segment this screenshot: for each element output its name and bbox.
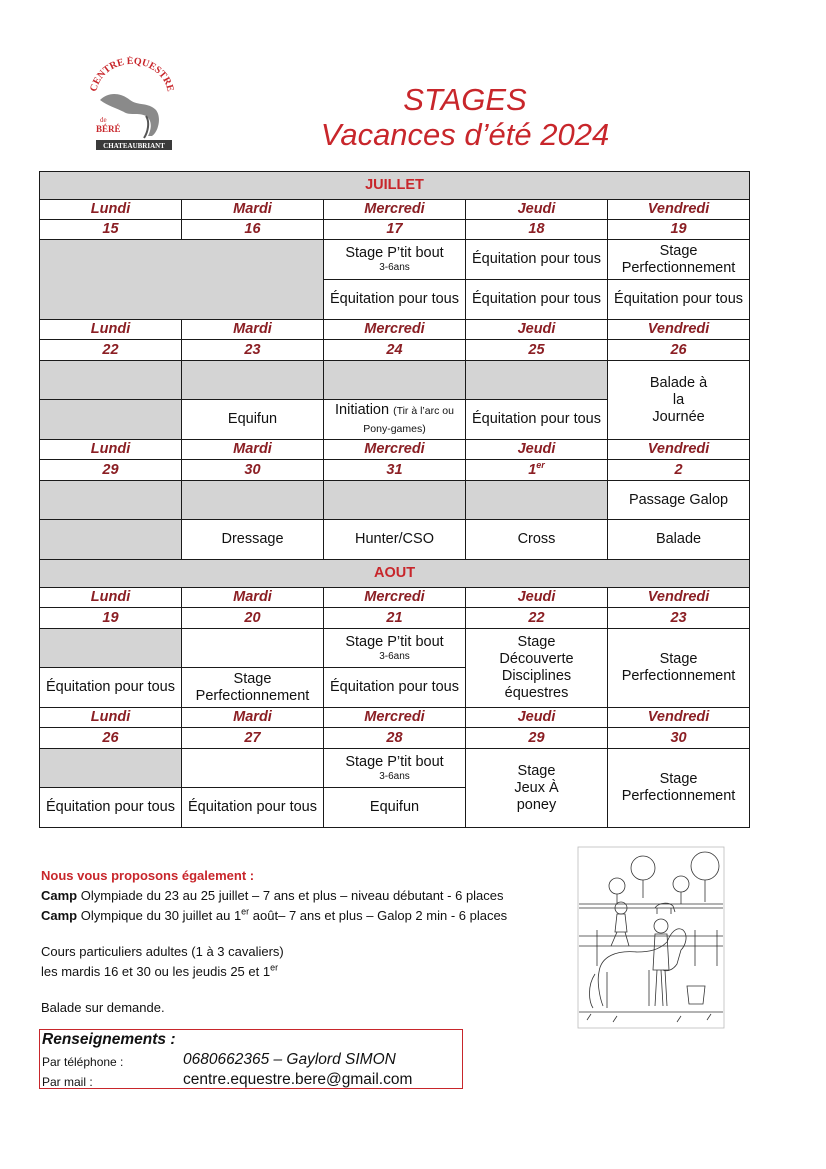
activity-label: Initiation	[335, 401, 390, 418]
mail-value: centre.equestre.bere@gmail.com	[183, 1071, 413, 1088]
activity-cell: Hunter/CSO	[324, 520, 466, 560]
date: 30	[608, 728, 750, 749]
activity-detail: (Tir à l’arc ou Pony-games)	[363, 404, 454, 435]
date: 30	[182, 460, 324, 481]
activity-cell: Balade	[608, 520, 750, 560]
empty-cell	[324, 481, 466, 520]
empty-cell	[40, 361, 182, 400]
day-name: Mercredi	[324, 320, 466, 340]
empty-cell	[182, 629, 324, 668]
activity-cell	[608, 749, 750, 828]
activity-age: 3-6ans	[379, 770, 410, 782]
activity-label: Stage Perfectionnement	[621, 771, 736, 804]
private-lessons-dates	[41, 962, 581, 982]
lesson-dates: les mardis 16 et 30 ou les jeudis 25 et 1	[41, 964, 271, 979]
balade-line: Balade sur demande.	[41, 1000, 165, 1015]
date: 28	[324, 728, 466, 749]
empty-cell	[182, 749, 324, 788]
day-name: Vendredi	[608, 708, 750, 728]
horse-riding-illustration	[577, 846, 725, 1029]
activity-cell	[466, 749, 608, 828]
svg-text:CENTRE ÉQUESTRE: CENTRE ÉQUESTRE	[88, 56, 176, 93]
day-name: Vendredi	[608, 588, 750, 608]
camp-detail: Olympique du 30 juillet au 1	[77, 908, 242, 923]
empty-cell	[466, 361, 608, 400]
day-names-row	[40, 320, 750, 340]
day-name: Mercredi	[324, 200, 466, 220]
activity-label: Stage P’tit bout	[345, 753, 444, 770]
day-name: Mardi	[182, 200, 324, 220]
empty-cell	[324, 361, 466, 400]
activity-cell: Équitation pour tous	[608, 280, 750, 320]
svg-text:de: de	[100, 116, 107, 124]
activity-cell	[182, 668, 324, 708]
day-name: Mardi	[182, 440, 324, 460]
page-title: STAGES	[403, 82, 527, 117]
activity-cell: Passage Galop	[608, 481, 750, 520]
date: 26	[608, 340, 750, 361]
day-name: Jeudi	[466, 200, 608, 220]
dates-row	[40, 728, 750, 749]
date: 29	[40, 460, 182, 481]
activity-label: Stage Découverte Disciplines équestres	[499, 634, 574, 701]
empty-cell	[40, 481, 182, 520]
empty-cell	[40, 240, 324, 320]
date: 29	[466, 728, 608, 749]
day-name: Mardi	[182, 320, 324, 340]
month-header-juillet: JUILLET	[40, 172, 750, 200]
day-name: Jeudi	[466, 320, 608, 340]
day-name: Mercredi	[324, 588, 466, 608]
date: 19	[40, 608, 182, 629]
date: 20	[182, 608, 324, 629]
activity-cell: Équitation pour tous	[40, 668, 182, 708]
dates-row	[40, 220, 750, 240]
date: 21	[324, 608, 466, 629]
empty-cell	[182, 481, 324, 520]
date-value: 1	[528, 461, 537, 478]
day-name: Lundi	[40, 588, 182, 608]
day-names-row	[40, 440, 750, 460]
date: 26	[40, 728, 182, 749]
empty-cell	[40, 400, 182, 440]
day-name: Lundi	[40, 708, 182, 728]
activity-cell	[608, 361, 750, 440]
activity-cell: Équitation pour tous	[40, 788, 182, 828]
activity-label: Stage Jeux À poney	[514, 762, 559, 813]
activity-cell: Équitation pour tous	[466, 240, 608, 280]
camp-line-2	[41, 906, 581, 926]
camp-word: Camp	[41, 908, 78, 923]
svg-text:BÉRÉ: BÉRÉ	[96, 124, 121, 134]
activity-label: Stage P’tit bout	[345, 633, 444, 650]
activity-cell: Stage Perfectionnement	[608, 240, 750, 280]
day-name: Jeudi	[466, 440, 608, 460]
day-name: Mercredi	[324, 440, 466, 460]
activity-label: Stage Perfectionnement	[195, 670, 310, 704]
activity-cell: Dressage	[182, 520, 324, 560]
date: 23	[182, 340, 324, 361]
date: 24	[324, 340, 466, 361]
mail-label: Par mail :	[42, 1075, 93, 1089]
date: 27	[182, 728, 324, 749]
month-header-aout: AOUT	[40, 560, 750, 588]
camp-detail: août– 7 ans et plus – Galop 2 min - 6 places	[249, 908, 508, 923]
contact-box	[39, 1029, 463, 1089]
svg-text:CHATEAUBRIANT: CHATEAUBRIANT	[103, 142, 165, 150]
day-names-row	[40, 200, 750, 220]
offers-section	[41, 866, 581, 1018]
ordinal-suffix: er	[241, 906, 250, 917]
activity-cell	[324, 240, 466, 280]
schedule-table	[39, 171, 750, 828]
activity-label: Stage Perfectionnement	[621, 651, 736, 684]
day-name: Mardi	[182, 708, 324, 728]
day-name: Jeudi	[466, 708, 608, 728]
empty-cell	[40, 520, 182, 560]
empty-cell	[466, 481, 608, 520]
day-names-row	[40, 708, 750, 728]
date: 17	[324, 220, 466, 240]
activity-age: 3-6ans	[379, 650, 410, 662]
day-name: Vendredi	[608, 440, 750, 460]
empty-cell	[40, 749, 182, 788]
private-lessons-line: Cours particuliers adultes (1 à 3 cavaliers)	[41, 944, 284, 959]
date: 22	[40, 340, 182, 361]
activity-label: Stage P’tit bout	[345, 245, 444, 261]
empty-cell	[182, 361, 324, 400]
activity-age: 3-6ans	[379, 262, 410, 273]
empty-cell	[40, 629, 182, 668]
activity-cell	[324, 400, 466, 440]
date: 31	[324, 460, 466, 481]
camp-detail: Olympiade du 23 au 25 juillet – 7 ans et plus – niveau débutant - 6 places	[77, 888, 504, 903]
page-subtitle: Vacances d’été 2024	[320, 117, 610, 152]
day-name: Mardi	[182, 588, 324, 608]
phone-label: Par téléphone :	[42, 1055, 124, 1069]
day-name: Vendredi	[608, 320, 750, 340]
date: 15	[40, 220, 182, 240]
activity-cell	[324, 749, 466, 788]
activity-cell: Equifun	[182, 400, 324, 440]
activity-cell: Équitation pour tous	[324, 280, 466, 320]
date: 25	[466, 340, 608, 361]
day-name: Lundi	[40, 320, 182, 340]
camp-word: Camp	[41, 888, 78, 903]
activity-label: Balade à la Journée	[649, 374, 708, 425]
day-name: Lundi	[40, 200, 182, 220]
camp-line-1	[41, 886, 581, 906]
activity-cell	[608, 629, 750, 708]
day-names-row	[40, 588, 750, 608]
activity-cell: Équitation pour tous	[182, 788, 324, 828]
date	[466, 460, 608, 481]
offers-heading: Nous vous proposons également :	[41, 868, 255, 883]
day-name: Mercredi	[324, 708, 466, 728]
dates-row	[40, 460, 750, 481]
activity-cell: Equifun	[324, 788, 466, 828]
centre-equestre-logo	[86, 56, 178, 154]
contact-heading: Renseignements :	[42, 1031, 176, 1048]
activity-cell: Équitation pour tous	[466, 280, 608, 320]
date: 2	[608, 460, 750, 481]
date: 19	[608, 220, 750, 240]
day-name: Lundi	[40, 440, 182, 460]
activity-cell: Cross	[466, 520, 608, 560]
day-name: Jeudi	[466, 588, 608, 608]
dates-row	[40, 340, 750, 361]
date: 16	[182, 220, 324, 240]
activity-cell	[324, 629, 466, 668]
dates-row	[40, 608, 750, 629]
ordinal-suffix: er	[270, 962, 279, 973]
activity-cell: Équitation pour tous	[324, 668, 466, 708]
date: 18	[466, 220, 608, 240]
date: 23	[608, 608, 750, 629]
phone-value: 0680662365 – Gaylord SIMON	[183, 1051, 396, 1068]
date-suffix: er	[536, 459, 545, 470]
day-name: Vendredi	[608, 200, 750, 220]
activity-cell	[466, 629, 608, 708]
activity-cell: Équitation pour tous	[466, 400, 608, 440]
date: 22	[466, 608, 608, 629]
